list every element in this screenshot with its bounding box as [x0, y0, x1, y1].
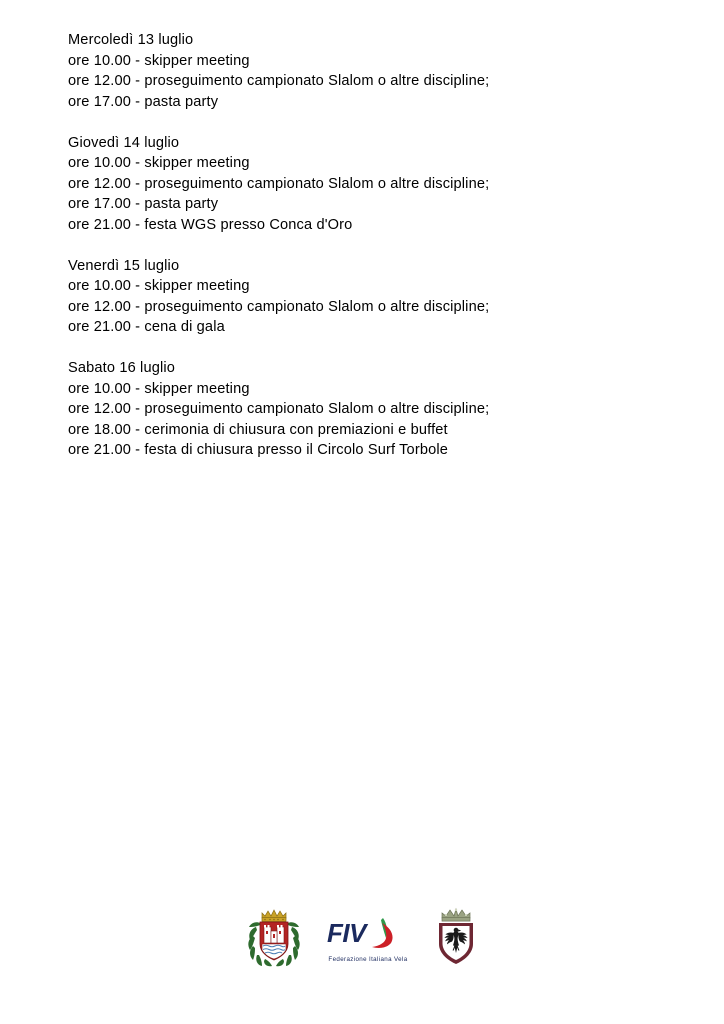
day-block — [68, 133, 628, 236]
comune-riva-del-garda-crest-icon — [245, 905, 303, 972]
schedule-entry: ore 21.00 - cena di gala — [68, 319, 225, 335]
fiv-caption: Federazione Italiana Vela — [328, 955, 408, 963]
fiv-sail-logo-icon — [325, 914, 411, 963]
schedule-entry: ore 17.00 - pasta party — [68, 93, 219, 110]
footer-logo-row — [0, 902, 724, 974]
day-title: Venerdì 15 luglio — [68, 257, 180, 274]
day-block — [68, 358, 628, 461]
svg-text:FIV: FIV — [327, 917, 366, 948]
schedule-entry: ore 10.00 - skipper meeting — [68, 380, 250, 397]
schedule-entry: ore 10.00 - skipper meeting — [68, 278, 250, 294]
schedule-entry: ore 12.00 - proseguimento campionato Slalom o altre discipline; — [68, 298, 490, 315]
schedule-entry: ore 21.00 - festa WGS presso Conca d'Oro — [68, 216, 353, 233]
schedule-entry: ore 12.00 - proseguimento campionato Slalom o altre discipline; — [68, 73, 490, 89]
schedule-entry: ore 12.00 - proseguimento campionato Slalom o altre discipline; — [68, 401, 490, 417]
provincia-trento-eagle-crest-icon — [433, 906, 479, 971]
schedule-entry: ore 10.00 - skipper meeting — [68, 52, 250, 69]
schedule-entry: ore 21.00 - festa di chiusura presso il Circolo Surf Torbole — [68, 442, 449, 458]
day-title: Sabato 16 luglio — [68, 360, 176, 376]
day-title: Giovedì 14 luglio — [68, 134, 180, 151]
schedule-entry: ore 17.00 - pasta party — [68, 196, 219, 212]
day-block — [68, 256, 628, 338]
schedule-entry: ore 18.00 - cerimonia di chiusura con premiazioni e buffet — [68, 421, 448, 438]
schedule-entry: ore 12.00 - proseguimento campionato Slalom o altre discipline; — [68, 175, 490, 192]
event-schedule — [68, 30, 628, 481]
schedule-entry: ore 10.00 - skipper meeting — [68, 155, 250, 171]
day-block — [68, 30, 628, 112]
day-title: Mercoledì 13 luglio — [68, 32, 194, 48]
